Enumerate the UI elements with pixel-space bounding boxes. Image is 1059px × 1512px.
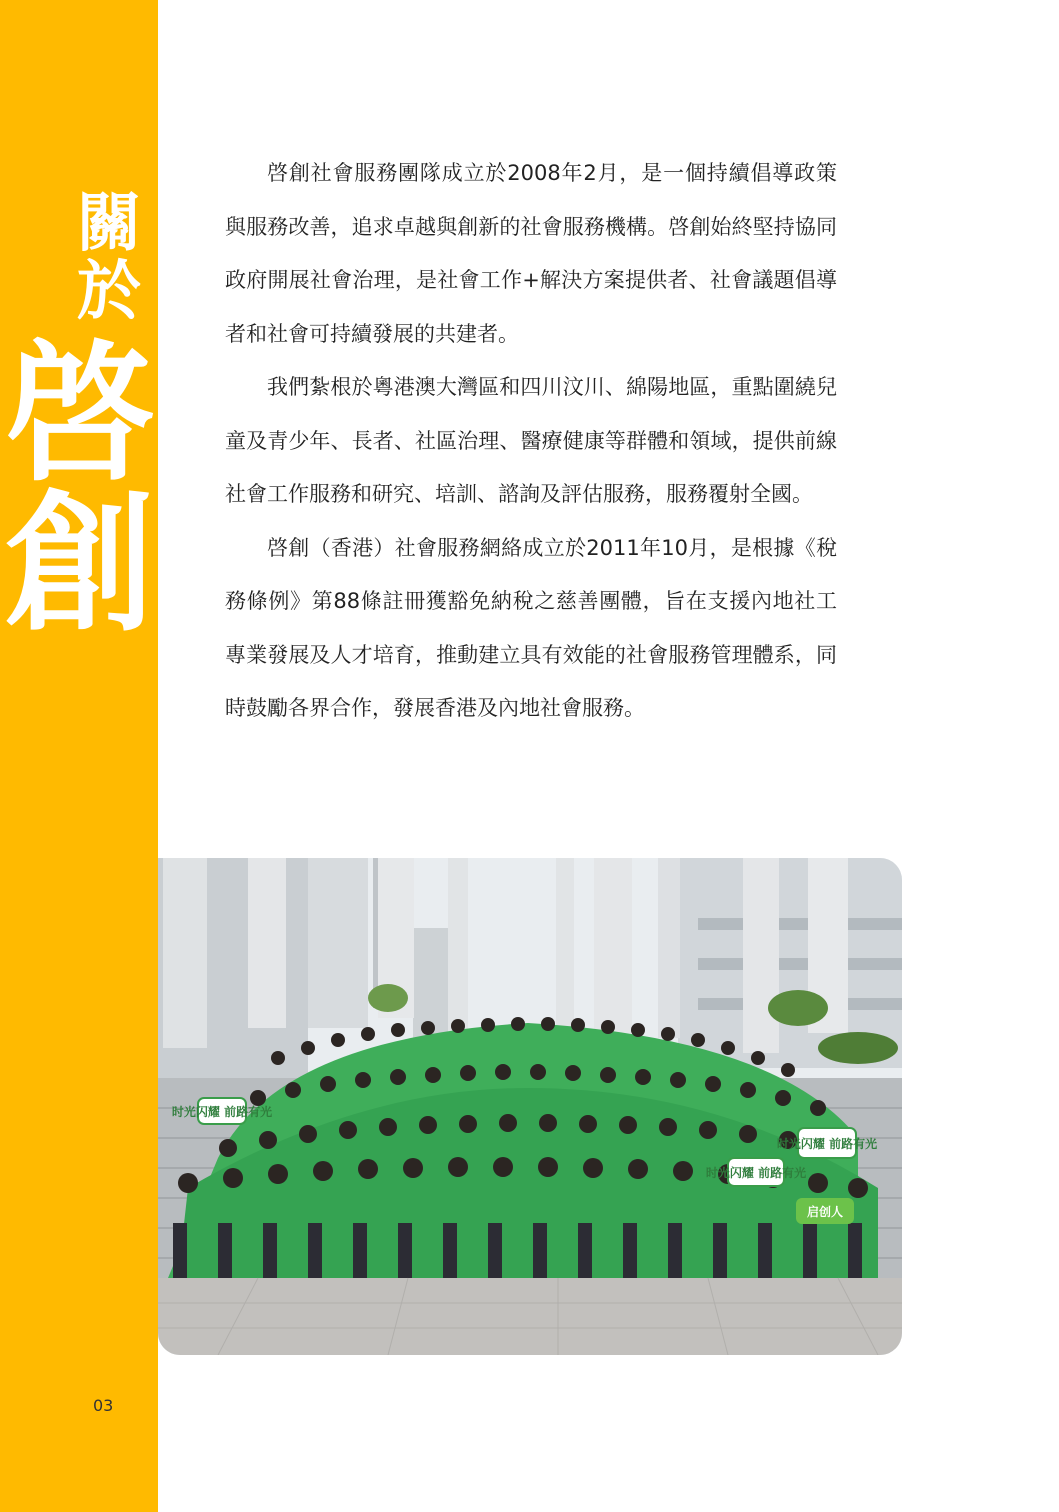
svg-text:启创人: 启创人 [806,1205,844,1219]
title-char-2: 於 [77,255,141,329]
page-number: 03 [93,1396,114,1415]
group-photo-icon [158,858,902,1355]
sidebar [0,0,158,1512]
svg-text:时光闪耀 前路有光: 时光闪耀 前路有光 [776,1137,878,1151]
group-photo [158,858,902,1355]
svg-text:时光闪耀 前路有光: 时光闪耀 前路有光 [171,1105,273,1119]
title-brand [0,328,164,652]
paragraph-2: 我們紮根於粵港澳大灣區和四川汶川、綿陽地區，重點圍繞兒童及青少年、長者、社區治理、醫療健康等群體和領域，提供前線社會工作服務和研究、培訓、諮詢及評估服務，服務覆射全國。 [225,375,837,506]
body-text [225,147,837,736]
title-char-1: 關 [77,187,141,261]
paragraph-1: 啓創社會服務團隊成立於2008年2月，是一個持續倡導政策與服務改善，追求卓越與創新的社會服務機構。啓創始終堅持協同政府開展社會治理，是社會工作+解決方案提供者、社會議題倡導者和社會可持續發展的共建者。 [225,161,837,346]
paragraph-3: 啓創（香港）社會服務網絡成立於2011年10月，是根據《稅務條例》第88條註冊獲豁免納稅之慈善團體，旨在支援內地社工專業發展及人才培育，推動建立具有效能的社會服務管理體系，同時鼓勵各界合作，發展香港及內地社會服務。 [225,535,837,720]
svg-text:时光闪耀 前路有光: 时光闪耀 前路有光 [705,1166,807,1180]
title-brand-char-2: 創 [4,478,155,652]
title-brand-char-1: 啓 [4,328,155,502]
title-about [64,187,154,329]
